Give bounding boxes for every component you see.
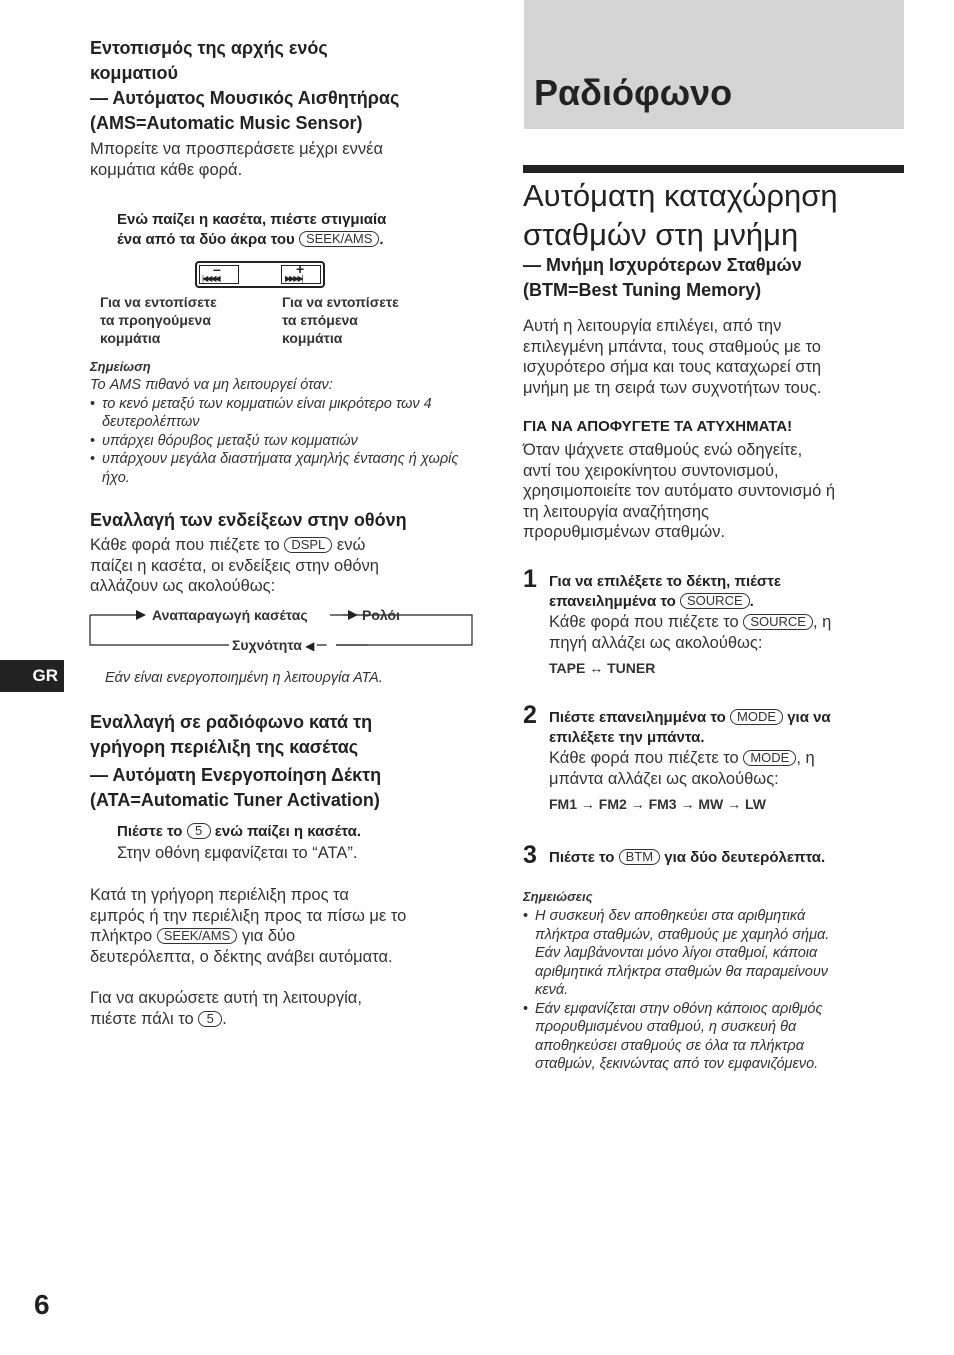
arrow-right-icon: → [580, 796, 595, 812]
btm-heading: Αυτόματη καταχώρηση σταθμών στη μνήμη [523, 178, 838, 252]
sequence-item: TUNER [607, 660, 656, 676]
warning-text: Όταν ψάχνετε σταθμούς ενώ οδηγείτε, αντί του χειροκίνητου συντονισμού, χρησιμοποιείτε τον αυτόματο συντονισμό ή τη λειτουργία αναζήτησης προρυθμισμένων σταθμών. [523, 441, 836, 541]
flow-item-clock: Ρολόι [362, 607, 400, 623]
arrow-right-icon: → [727, 796, 742, 812]
flow-item-frequency: Συχνότητα [232, 637, 302, 653]
source-key: SOURCE [680, 593, 750, 609]
step-1: Για να επιλέξετε το δέκτη, πιέστε επανειλημμένα το SOURCE . Κάθε φορά που πιέζετε το SOURCE , η πηγή αλλάζει ως ακολούθως: TAPE ↔ TUNER [549, 573, 832, 676]
display-footnote: Εάν είναι ενεργοποιημένη η λειτουργία ΑΤΑ. [105, 670, 383, 686]
next-track-icon: ▶▶▶▶| [285, 274, 302, 283]
source-key: SOURCE [743, 614, 813, 630]
sequence-item: FM3 [648, 796, 677, 812]
number-5-key: 5 [187, 823, 211, 839]
note-item: • το κενό μεταξύ των κομματιών είναι μικρότερο των 4 δευτερολέπτων [90, 395, 475, 432]
arrow-right-icon [348, 610, 358, 620]
flow-item-frequency-wrap [229, 636, 317, 655]
ata-heading: Εναλλαγή σε ραδιόφωνο κατά τη γρήγορη περιέλιξη της κασέτας — Αυτόματη Ενεργοποίηση Δέκτη (ATA=Automatic Tuner Activation) [90, 712, 382, 810]
mode-key: MODE [743, 750, 796, 766]
seek-prev-half [199, 261, 239, 284]
sequence-item: MW [698, 796, 724, 812]
flow-item-playback: Αναπαραγωγή κασέτας [152, 607, 308, 623]
label-previous: Για να εντοπίσετε τα προηγούμενα κομμάτια [100, 294, 217, 346]
step-3: Πιέστε το BTM για δύο δευτερόλεπτα. [549, 849, 826, 866]
btm-text: Αυτή η λειτουργία επιλέγει, από την επιλεγμένη μπάντα, τους σταθμούς με το ισχυρότερο σήμα και τους καταχωρεί στη μνήμη με τη σειρά των συχνοτήτων τους. [523, 317, 822, 397]
arrow-right-icon: → [680, 796, 695, 812]
ata-paragraph-1: Κατά τη γρήγορη περιέλιξη προς τα εμπρός ή την περιέλιξη προς τα πίσω με το πλήκτρο SEEK/AMS για δύο δευτερόλεπτα, ο δέκτης ανάβει αυτόματα. [90, 886, 407, 966]
note-item: • Εάν εμφανίζεται στην οθόνη κάποιος αριθμός προρυθμισμένου σταθμού, η συσκευή θα αποθηκεύσει σταθμούς σε όλα τα πλήκτρα σταθμών, ξεκινώντας από τον εμφανιζόμενο. [523, 1000, 918, 1074]
step-number: 2 [523, 701, 537, 729]
notes-block [523, 907, 918, 1074]
seek-ams-key: SEEK/AMS [157, 928, 237, 944]
warning-title: ΓΙΑ ΝΑ ΑΠΟΦΥΓΕΤΕ ΤΑ ΑΤΥΧΗΜΑΤΑ! [523, 418, 793, 435]
btm-subheading: — Μνήμη Ισχυρότερων Σταθμών (BTM=Best Tuning Memory) [523, 255, 802, 300]
ams-instruction: Ενώ παίζει η κασέτα, πιέστε στιγμιαία ένα από τα δύο άκρα του SEEK/AMS . [117, 211, 387, 248]
section-title: Ραδιόφωνο [534, 72, 733, 113]
step-2: Πιέστε επανειλημμένα το MODE για να επιλέξετε την μπάντα. Κάθε φορά που πιέζετε το MODE , η μπάντα αλλάζει ως ακολούθως: FM1 → FM2 → FM3 → MW → LW [549, 709, 831, 812]
arrow-right-icon: → [630, 796, 645, 812]
number-5-key: 5 [198, 1011, 222, 1027]
mode-key: MODE [730, 709, 783, 725]
ams-text: Μπορείτε να προσπεράσετε μέχρι εννέα κομμάτια κάθε φορά. [90, 140, 384, 179]
step-number: 1 [523, 565, 537, 593]
page-number: 6 [34, 1289, 50, 1320]
display-heading: Εναλλαγή των ενδείξεων στην οθόνη [90, 510, 407, 530]
note-block: Το AMS πιθανό να μη λειτουργεί όταν: • το κενό μεταξύ των κομματιών είναι μικρότερο των 4 δευτερολέπτων • υπάρχει θόρυβος μεταξύ των κομματιών • υπάρχουν μεγάλα διαστήματα χαμηλής έντασης ή χωρίς ήχο. [90, 376, 475, 487]
ams-heading: Εντοπισμός της αρχής ενός κομματιού — Αυτόματος Μουσικός Αισθητήρας (AMS=Automatic Music Sensor) [90, 38, 400, 133]
sequence-item: FM1 [549, 796, 577, 812]
btm-key: BTM [619, 849, 660, 865]
sequence-item: LW [745, 796, 767, 812]
ata-instruction: Πιέστε το 5 ενώ παίζει η κασέτα. Στην οθόνη εμφανίζεται το “ATA”. [117, 823, 362, 862]
note-item: • Η συσκευή δεν αποθηκεύει στα αριθμητικά πλήκτρα σταθμών, σταθμούς με χαμηλό σήμα. Εάν λαμβάνονται μόνο λίγοι σταθμοί, κάποια αριθμητικά πλήκτρα σταθμών θα παραμείνουν κενά. [523, 907, 918, 1000]
sequence-item: TAPE [549, 660, 586, 676]
bidirectional-arrow-icon: ↔ [589, 660, 604, 676]
plus-sign: + [296, 261, 305, 277]
previous-track-icon: |◀◀◀◀ [202, 274, 219, 283]
dspl-key: DSPL [284, 537, 332, 553]
seek-next-half [281, 261, 321, 284]
note-item: • υπάρχουν μεγάλα διαστήματα χαμηλής έντασης ή χωρίς ήχο. [90, 450, 475, 487]
note-title: Σημείωση [90, 359, 151, 374]
section-rule [523, 165, 904, 173]
ata-paragraph-2: Για να ακυρώσετε αυτή τη λειτουργία, πιέστε πάλι το 5 . [90, 989, 362, 1028]
display-text: Κάθε φορά που πιέζετε το DSPL ενώ παίζει η κασέτα, οι ενδείξεις στην οθόνη αλλάζουν ως ακολούθως: [90, 536, 379, 595]
seek-ams-key: SEEK/AMS [299, 231, 379, 247]
note-item: • υπάρχει θόρυβος μεταξύ των κομματιών [90, 432, 475, 451]
section-header-box [524, 0, 904, 129]
sequence-item: FM2 [598, 796, 627, 812]
arrow-left-icon: ◀ [301, 639, 315, 653]
seek-ams-button-illustration [195, 261, 325, 288]
arrow-right-icon [136, 610, 146, 620]
language-tab: GR [0, 660, 64, 692]
label-next: Για να εντοπίσετε τα επόμενα κομμάτια [282, 294, 399, 346]
notes-title: Σημειώσεις [523, 889, 593, 904]
step-number: 3 [523, 841, 537, 869]
minus-sign: – [213, 261, 221, 277]
